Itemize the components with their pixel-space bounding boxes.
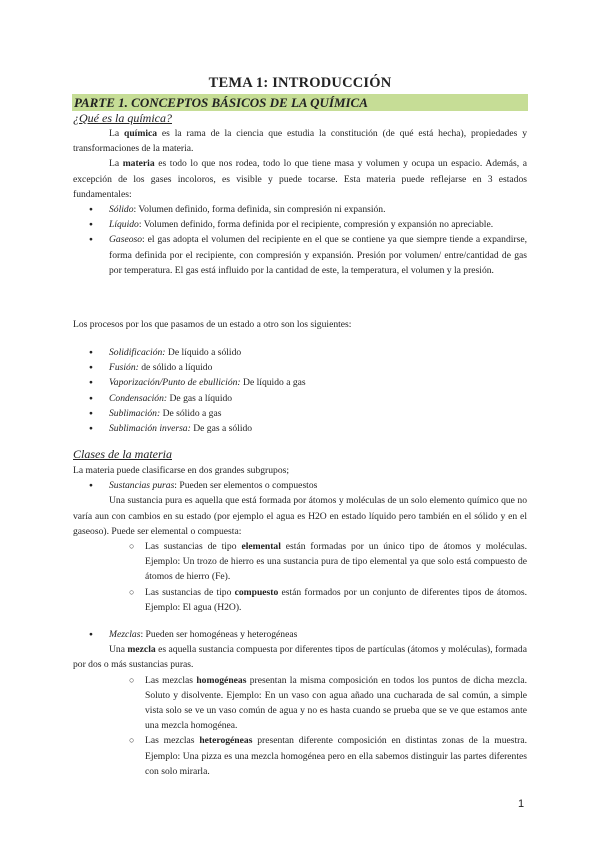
list-item-homogeneas: ○ Las mezclas homogéneas presentan la misma composición en todos los puntos de dicha mezcla. Soluto y disolvente. Ejemplo: En un vaso con agua añado una cucharada de sal común, a simple vista solo se ve un vaso común de agua y no es hasta cuando se prueba que se ve que estamos ante una mezcla homogénea. <box>73 673 527 734</box>
pure-sub-list <box>73 539 527 615</box>
paragraph-mezcla: Una mezcla es aquella sustancia compuesta por diferentes tipos de partículas (átomos y moléculas), formada por dos o más sustancias puras. <box>73 644 527 671</box>
page-title: TEMA 1: INTRODUCCIÓN <box>208 75 392 91</box>
paragraph-sustancia-pura: Una sustancia pura es aquella que está formada por átomos y moléculas de un solo elemento químico que no varía aun con cambios en su estado (por ejemplo el agua es H2O en estado líquido pero también en el sólido y en el gaseoso). Puede ser elemental o compuesta: <box>73 495 527 537</box>
paragraph-clases-intro: La materia puede clasificarse en dos grandes subgrupos; <box>73 465 290 476</box>
section-body-quimica <box>73 126 527 278</box>
paragraph-quimica: La química es la rama de la ciencia que estudia la constitución (de qué está hecha), propiedades y transformaciones de la materia. <box>73 128 527 155</box>
list-item-liquido: ● Líquido: Volumen definido, forma definida por el recipiente, compresión y expansión no apreciable. <box>73 217 527 232</box>
paragraph-materia: La materia es todo lo que nos rodea, todo lo que tiene masa y volumen y ocupa un espacio. Además, a excepción de los gases incoloros, es visible y puede tocarse. Esta materia puede reflejarse en 3 estados fundamentales: <box>73 158 527 200</box>
list-item-gaseoso: ● Gaseoso: el gas adopta el volumen del recipiente en el que se contiene ya que siempre tiende a expandirse, forma definida por el recipiente, con compresión y expansión. Presión por volumen/ entre/cantidad de gas por temperatura. El gas está influido por la cantidad de este, la temperatura, el volumen y la presión. <box>73 232 527 278</box>
list-item-mezclas: ● Mezclas: Pueden ser homogéneas y heterogéneas <box>73 627 527 642</box>
section-heading-clases-materia: Clases de la materia <box>73 447 172 461</box>
paragraph-procesos: Los procesos por los que pasamos de un estado a otro son los siguientes: <box>73 319 352 330</box>
page-number: 1 <box>518 798 525 810</box>
part-heading: PARTE 1. CONCEPTOS BÁSICOS DE LA QUÍMICA <box>72 94 528 111</box>
processes-list <box>73 345 527 436</box>
list-item-sublimacion-inversa: ● Sublimación inversa: De gas a sólido <box>73 421 527 436</box>
mix-sub-list <box>73 673 527 779</box>
section-body-mezclas <box>73 627 527 779</box>
section-heading-que-es-quimica: ¿Qué es la química? <box>73 111 172 125</box>
processes-section <box>73 345 527 436</box>
list-item-condensacion: ● Condensación: De gas a líquido <box>73 391 527 406</box>
list-item-sustancias-puras: ● Sustancias puras: Pueden ser elementos o compuestos <box>73 478 527 493</box>
list-item-vaporizacion: ● Vaporización/Punto de ebullición: De líquido a gas <box>73 375 527 390</box>
list-item-solidificacion: ● Solidificación: De líquido a sólido <box>73 345 527 360</box>
list-item-compuesto: ○ Las sustancias de tipo compuesto están formados por un conjunto de diferentes tipos de átomos. Ejemplo: El agua (H2O). <box>73 585 527 615</box>
states-list <box>73 202 527 278</box>
list-item-fusion: ● Fusión: de sólido a líquido <box>73 360 527 375</box>
list-item-heterogeneas: ○ Las mezclas heterogéneas presentan diferente composición en distintas zonas de la muestra. Ejemplo: Una pizza es una mezcla homogénea pero en ella sabemos distinguir las partes diferentes con solo mirarla. <box>73 733 527 779</box>
pure-list <box>73 478 527 493</box>
mix-list <box>73 627 527 642</box>
list-item-solido: ● Sólido: Volumen definido, forma definida, sin compresión ni expansión. <box>73 202 527 217</box>
list-item-sublimacion: ● Sublimación: De sólido a gas <box>73 406 527 421</box>
section-body-clases <box>73 463 527 615</box>
list-item-elemental: ○ Las sustancias de tipo elemental están formadas por un único tipo de átomos y moléculas. Ejemplo: Un trozo de hierro es una sustancia pura de tipo elemental ya que solo está compuesto de átomos de hierro (Fe). <box>73 539 527 585</box>
